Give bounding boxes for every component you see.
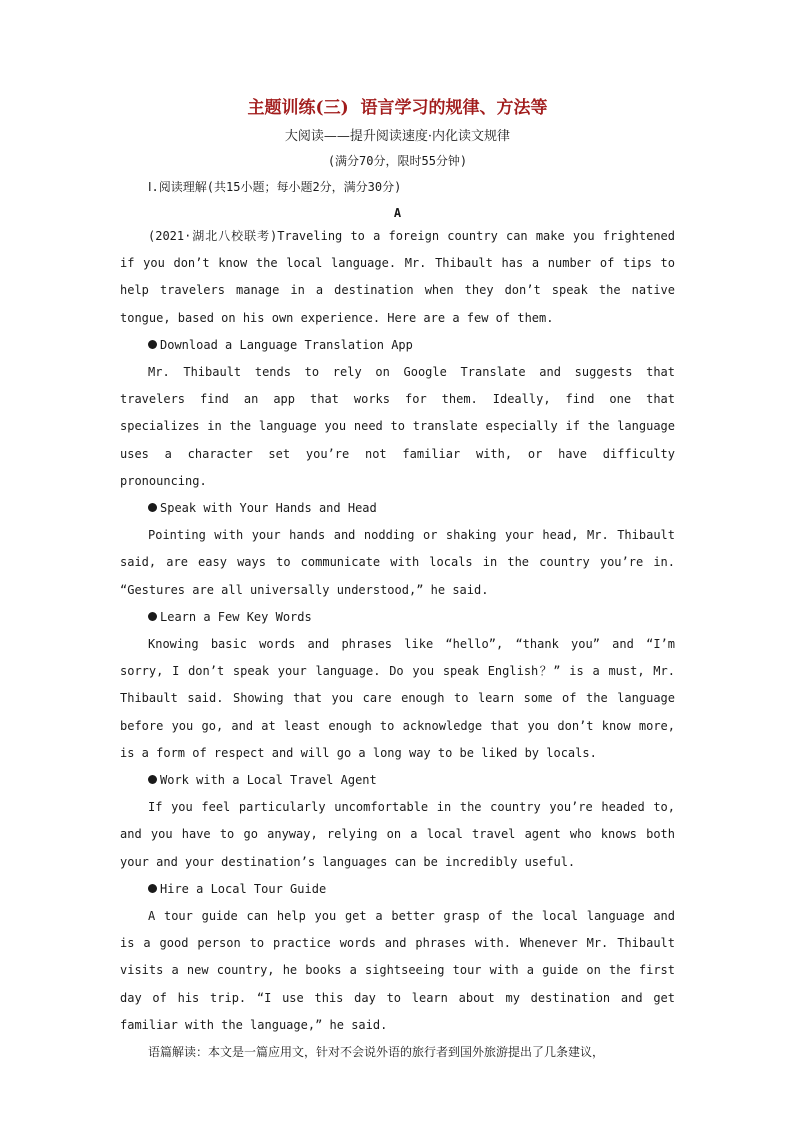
tip-heading-label: Hire a Local Tour Guide xyxy=(160,881,327,896)
document-page xyxy=(120,95,675,1066)
page-title: 主题训练(三) 语言学习的规律、方法等 xyxy=(247,98,548,118)
bullet-icon xyxy=(148,884,157,893)
bullet-icon xyxy=(148,340,157,349)
passage-analysis: 语篇解读：本文是一篇应用文，针对不会说外语的旅行者到国外旅游提出了几条建议， xyxy=(148,1045,605,1060)
tip-heading xyxy=(120,876,675,903)
tip-heading xyxy=(120,604,675,631)
page-subtitle: 大阅读——提升阅读速度·内化读文规律 xyxy=(284,129,511,144)
passage-letter: A xyxy=(393,206,402,220)
tip-body: Mr. Thibault tends to rely on Google Translate and suggests that travelers find an app that works for them. Ideally, find one that specializes in the language you need to translate especially if the language uses a character set you’re not familiar with, or have difficulty pronouncing. xyxy=(120,365,675,488)
tip-body: Pointing with your hands and nodding or shaking your head, Mr. Thibault said, are easy ways to communicate with locals in the country you’re in. “Gestures are all universally understood,” he said. xyxy=(120,528,675,597)
scoring-note: (满分70分，限时55分钟) xyxy=(327,154,468,168)
passage-intro: (2021·湖北八校联考)Traveling to a foreign country can make you frightened if you don’t know the local language. Mr. Thibault has a number of tips to help travelers manage in a destination when they don’t speak the native tongue, based on his own experience. Here are a few of them. xyxy=(120,229,675,325)
tip-body: Knowing basic words and phrases like “hello”, “thank you” and “I’m sorry, I don’t speak your language. Do you speak English？” is a must, Mr. Thibault said. Showing that you care enough to learn some of the language before you go, and at least enough to acknowledge that you don’t know more, is a form of respect and will go a long way to be liked by locals. xyxy=(120,637,675,760)
tip-heading-label: Learn a Few Key Words xyxy=(160,609,312,624)
tip-body: A tour guide can help you get a better grasp of the local language and is a good person to practice words and phrases with. Whenever Mr. Thibault visits a new country, he books a sightseeing tour with a guide on the first day of his trip. “I use this day to learn about my destination and get familiar with the language,” he said. xyxy=(120,909,675,1032)
bullet-icon xyxy=(148,775,157,784)
tip-heading xyxy=(120,332,675,359)
bullet-icon xyxy=(148,612,157,621)
tip-heading-label: Work with a Local Travel Agent xyxy=(160,773,377,788)
section-heading: Ⅰ.阅读理解(共15小题；每小题2分，满分30分) xyxy=(148,180,402,194)
tip-heading-label: Download a Language Translation App xyxy=(160,337,413,352)
bullet-icon xyxy=(148,503,157,512)
tip-heading xyxy=(120,767,675,794)
tip-heading-label: Speak with Your Hands and Head xyxy=(160,501,377,516)
tip-body: If you feel particularly uncomfortable in the country you’re headed to, and you have to go anyway, relying on a local travel agent who knows both your and your destination’s languages can be incredibly useful. xyxy=(120,800,675,869)
tip-heading xyxy=(120,495,675,522)
